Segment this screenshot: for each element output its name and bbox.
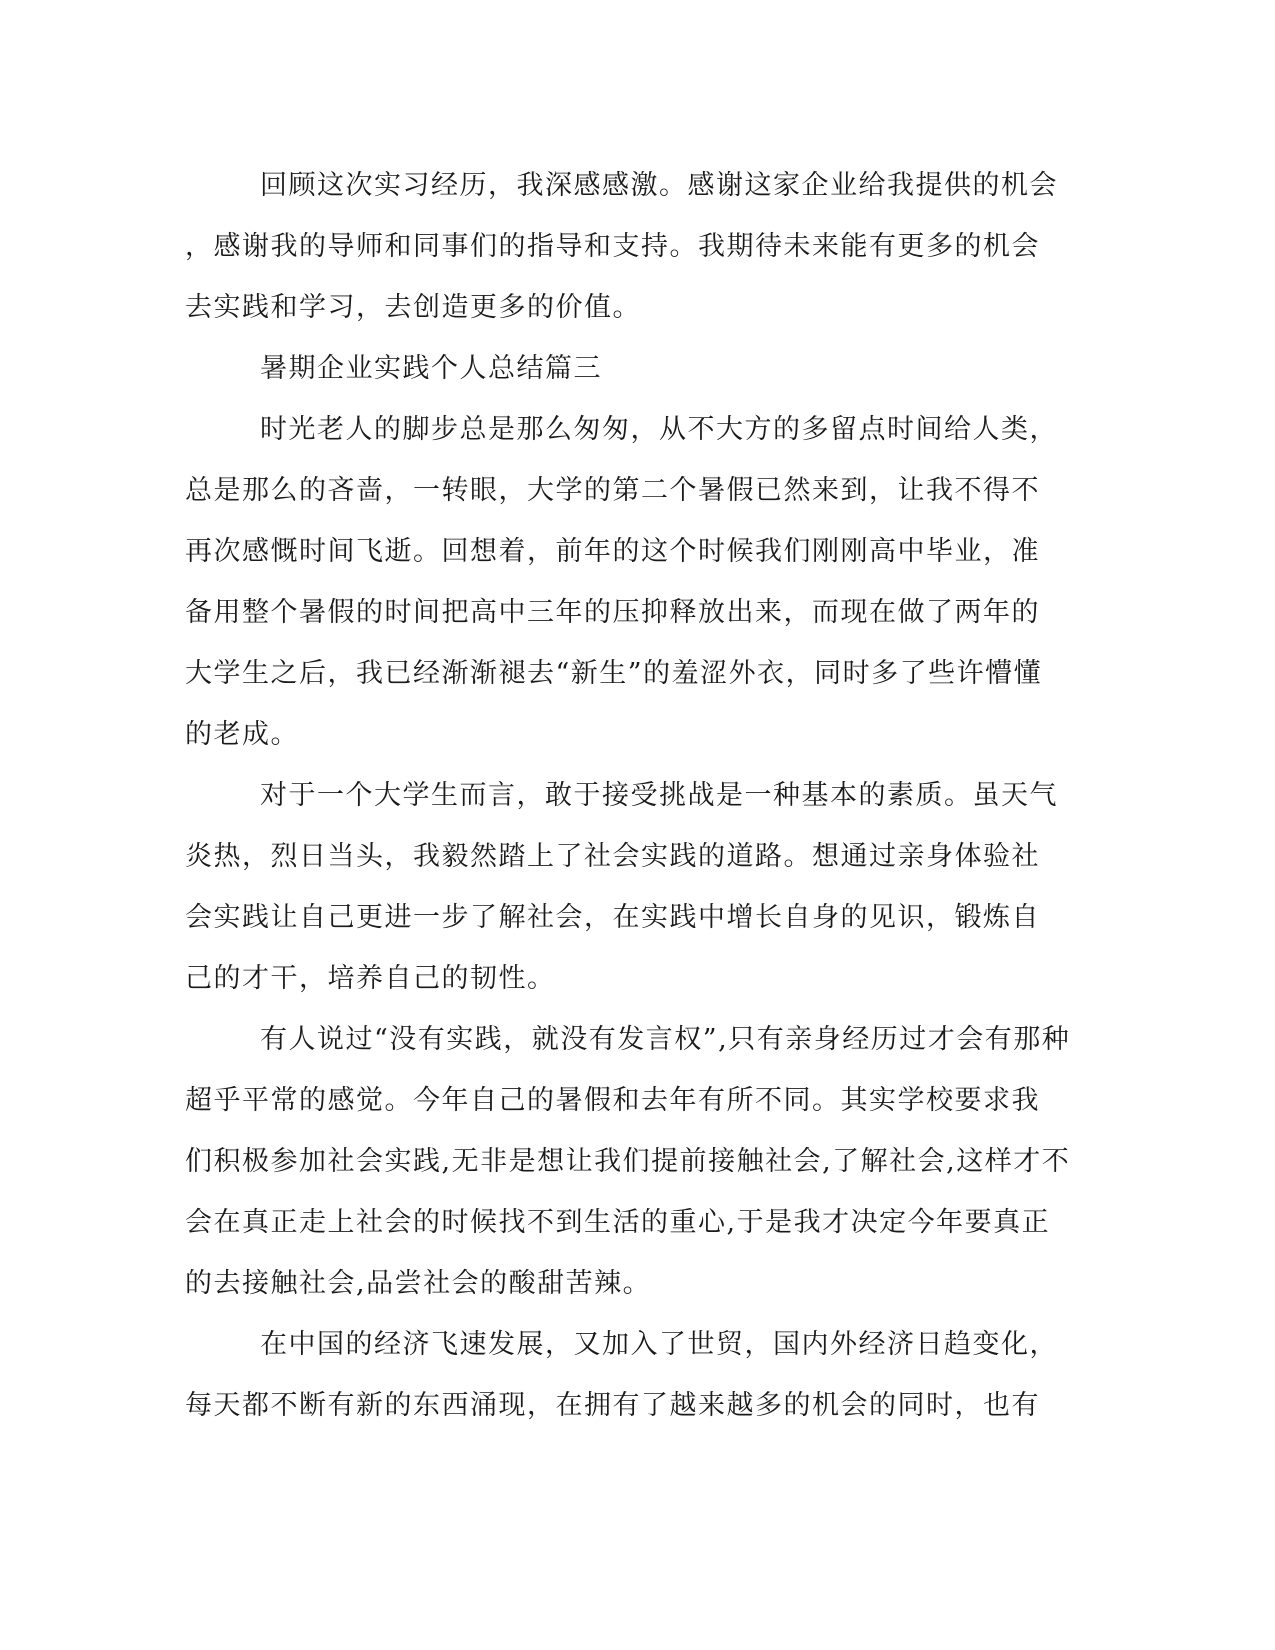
text-line: 备用整个暑假的时间把高中三年的压抑释放出来，而现在做了两年的 [185,597,1040,628]
text-line: 大学生之后，我已经渐渐褪去“新生”的羞涩外衣，同时多了些许懵懂 [185,658,1043,689]
text-line: ，感谢我的导师和同事们的指导和支持。我期待未来能有更多的机会 [185,231,1040,262]
document-body [185,155,1090,1436]
text-line: 炎热，烈日当头，我毅然踏上了社会实践的道路。想通过亲身体验社 [185,841,1040,872]
text-line: 己的才干，培养自己的韧性。 [185,963,556,994]
text-line: 再次感慨时间飞逝。回想着，前年的这个时候我们刚刚高中毕业，准 [185,536,1040,567]
text-line: 的老成。 [185,719,299,750]
text-line: 们积极参加社会实践,无非是想让我们提前接触社会,了解社会,这样才不 [185,1146,1071,1177]
text-line: 会在真正走上社会的时候找不到生活的重心,于是我才决定今年要真正 [185,1207,1051,1238]
text-line: 超乎平常的感觉。今年自己的暑假和去年有所不同。其实学校要求我 [185,1085,1040,1116]
text-line: 每天都不断有新的东西涌现，在拥有了越来越多的机会的同时，也有 [185,1390,1040,1421]
text-line: 回顾这次实习经历，我深感感激。感谢这家企业给我提供的机会 [260,170,1058,201]
text-line: 总是那么的吝啬，一转眼，大学的第二个暑假已然来到，让我不得不 [185,475,1040,506]
text-line: 去实践和学习，去创造更多的价值。 [185,292,641,323]
text-line: 的去接触社会,品尝社会的酸甜苦辣。 [185,1268,652,1299]
text-line: 时光老人的脚步总是那么匆匆，从不大方的多留点时间给人类， [260,414,1058,445]
text-line: 会实践让自己更进一步了解社会，在实践中增长自身的见识，锻炼自 [185,902,1040,933]
text-line: 有人说过“没有实践，就没有发言权”,只有亲身经历过才会有那种 [260,1024,1071,1055]
section-heading: 暑期企业实践个人总结篇三 [260,353,602,384]
text-line: 在中国的经济飞速发展，又加入了世贸，国内外经济日趋变化， [260,1329,1058,1360]
text-line: 对于一个大学生而言，敢于接受挑战是一种基本的素质。虽天气 [260,780,1058,811]
